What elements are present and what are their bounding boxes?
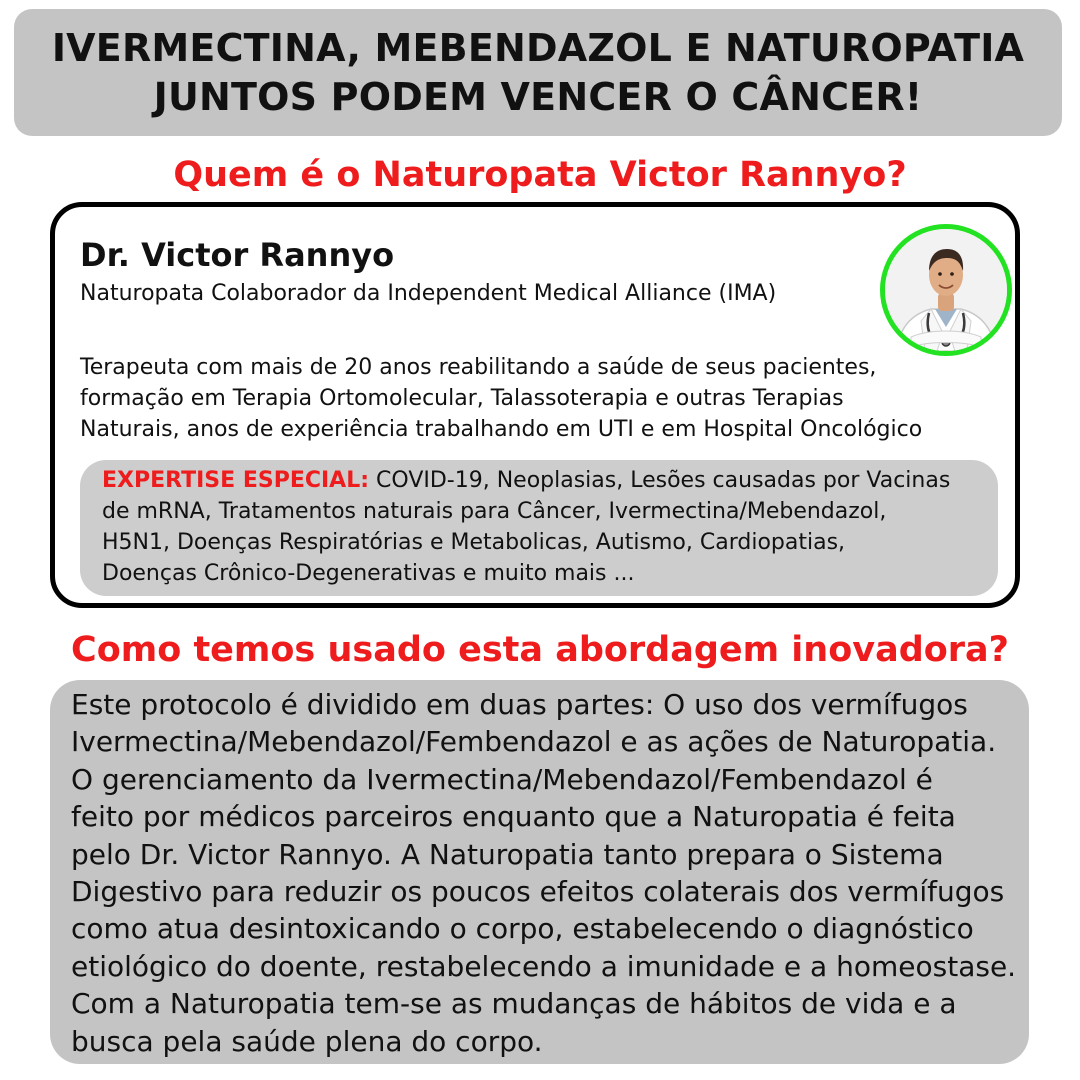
protocol-line: Com a Naturopatia tem-se as mudanças de hábitos de vida e a: [71, 987, 957, 1021]
protocol-line: etiológico do doente, restabelecendo a imunidade e a homeostase.: [71, 949, 1017, 983]
profile-role: Naturopata Colaborador da Independent Medical Alliance (IMA): [80, 281, 777, 306]
protocol-line: O gerenciamento da Ivermectina/Mebendazol/Fembendazol é: [71, 762, 933, 796]
doctor-portrait-icon: [880, 224, 1012, 356]
expertise-text: COVID-19, Neoplasias, Lesões causadas por Vacinas: [369, 468, 951, 493]
bio-line: Naturais, anos de experiência trabalhando em UTI e em Hospital Oncológico: [80, 417, 923, 442]
protocol-line: feito por médicos parceiros enquanto que a Naturopatia é feita: [71, 800, 956, 834]
bio-line: formação em Terapia Ortomolecular, Talassoterapia e outras Terapias: [80, 386, 844, 411]
section-title-how: Como temos usado esta abordagem inovadora?: [71, 630, 1009, 670]
profile-bio: [80, 352, 1015, 445]
protocol-line: pelo Dr. Victor Rannyo. A Naturopatia tanto prepara o Sistema: [71, 837, 944, 871]
protocol-line: Digestivo para reduzir os poucos efeitos colaterais dos vermífugos: [71, 875, 1005, 909]
headline-banner: [14, 9, 1062, 136]
protocol-line: busca pela saúde plena do corpo.: [71, 1024, 543, 1058]
profile-name: Dr. Victor Rannyo: [80, 236, 395, 274]
expertise-line: Doenças Crônico-Degenerativas e muito mais ...: [102, 561, 635, 586]
headline-line-1: IVERMECTINA, MEBENDAZOL E NATUROPATIA: [51, 25, 1025, 70]
bio-line: Terapeuta com mais de 20 anos reabilitando a saúde de seus pacientes,: [80, 355, 877, 380]
protocol-line: Este protocolo é dividido em duas partes: O uso dos vermífugos: [71, 688, 968, 721]
expertise-label: EXPERTISE ESPECIAL:: [102, 468, 370, 493]
expertise-box: [80, 460, 998, 596]
expertise-line: H5N1, Doenças Respiratórias e Metabolicas, Autismo, Cardiopatias,: [102, 530, 846, 555]
section-title-who: Quem é o Naturopata Victor Rannyo?: [173, 155, 907, 195]
protocol-line: Ivermectina/Mebendazol/Fembendazol e as ações de Naturopatia.: [71, 725, 997, 759]
protocol-line: como atua desintoxicando o corpo, estabelecendo o diagnóstico: [71, 912, 974, 946]
expertise-line: [102, 465, 988, 496]
expertise-line: de mRNA, Tratamentos naturais para Câncer, Ivermectina/Mebendazol,: [102, 499, 887, 524]
protocol-box: [50, 680, 1029, 1064]
headline-line-2: JUNTOS PODEM VENCER O CÂNCER!: [153, 74, 923, 119]
